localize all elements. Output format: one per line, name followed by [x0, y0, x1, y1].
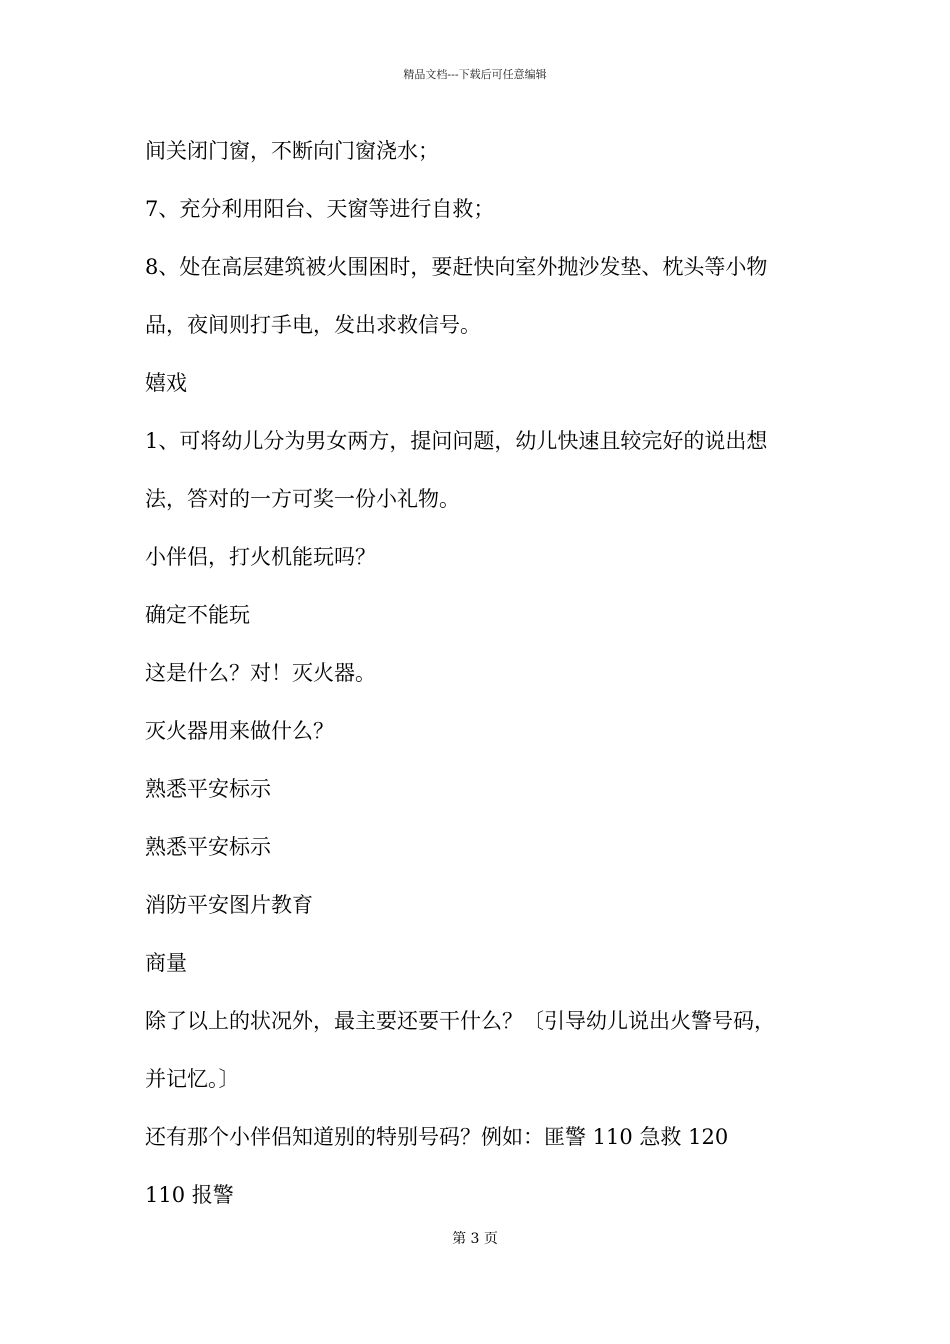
- text-line: 间关闭门窗，不断向门窗浇水；: [145, 139, 439, 163]
- text-line: 小伴侣，打火机能玩吗？: [145, 545, 376, 569]
- document-body: [145, 134, 825, 1236]
- text-line: 确定不能玩: [145, 603, 250, 627]
- text-line: 还有那个小伴侣知道别的特别号码？例如：匪警 110 急救 120: [145, 1125, 729, 1149]
- page-header: 精品文档---下载后可任意编辑: [403, 68, 547, 81]
- text-line: 并记忆。〕: [145, 1067, 240, 1091]
- text-line: 7、充分利用阳台、天窗等进行自救；: [145, 197, 495, 221]
- text-line: 熟悉平安标示: [145, 777, 271, 801]
- text-line: 法，答对的一方可奖一份小礼物。: [145, 487, 460, 511]
- text-line: 8、处在高层建筑被火围困时，要赶快向室外抛沙发垫、枕头等小物: [145, 255, 768, 279]
- section-heading: 嬉戏: [145, 371, 187, 395]
- text-line: 消防平安图片教育: [145, 893, 313, 917]
- text-line: 这是什么？对！灭火器。: [145, 661, 376, 685]
- text-line: 1、可将幼儿分为男女两方，提问问题，幼儿快速且较完好的说出想: [145, 429, 768, 453]
- page-number: 第 3 页: [452, 1231, 498, 1247]
- text-line: 除了以上的状况外，最主要还要干什么？〔引导幼儿说出火警号码，: [145, 1009, 775, 1033]
- text-line: 110 报警: [145, 1183, 234, 1207]
- text-line: 灭火器用来做什么？: [145, 719, 334, 743]
- text-line: 品，夜间则打手电，发出求救信号。: [145, 313, 481, 337]
- section-heading: 商量: [145, 951, 187, 975]
- text-line: 熟悉平安标示: [145, 835, 271, 859]
